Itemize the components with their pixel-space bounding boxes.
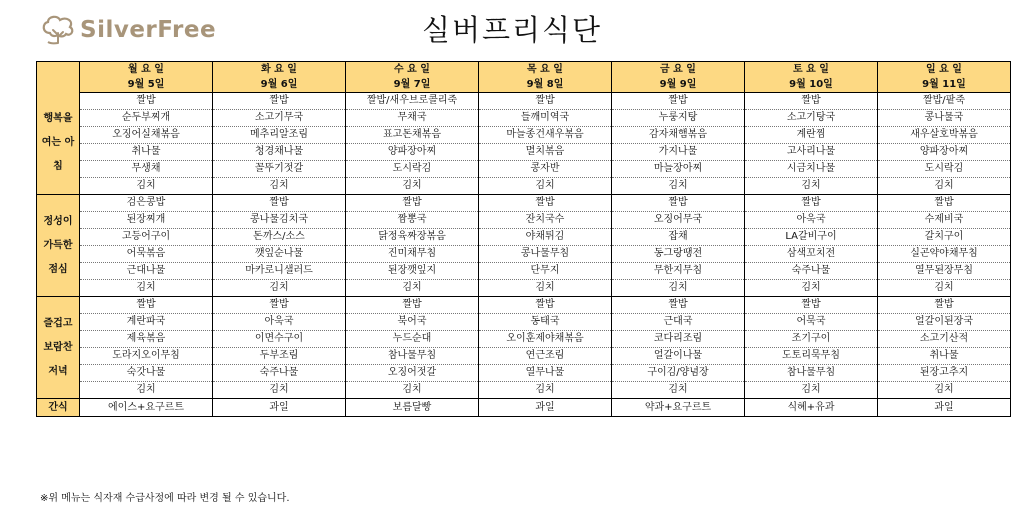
snack-cell: 과일 xyxy=(878,399,1011,417)
menu-row xyxy=(37,246,1011,263)
menu-cell: 소고기산적 xyxy=(878,331,1011,348)
menu-row xyxy=(37,178,1011,195)
menu-row xyxy=(37,144,1011,161)
menu-cell: 짤밥 xyxy=(878,195,1011,212)
menu-cell: 누드순대 xyxy=(346,331,479,348)
menu-cell: 감자채햄볶음 xyxy=(612,127,745,144)
menu-cell: 짤밥 xyxy=(80,93,213,110)
menu-cell: 계란찜 xyxy=(745,127,878,144)
menu-cell: 두부조림 xyxy=(213,348,346,365)
menu-cell: 취나물 xyxy=(80,144,213,161)
menu-row xyxy=(37,212,1011,229)
menu-cell: 아욱국 xyxy=(745,212,878,229)
menu-cell: 김치 xyxy=(213,280,346,297)
menu-cell: 삼색꼬치전 xyxy=(745,246,878,263)
menu-cell: 취나물 xyxy=(878,348,1011,365)
menu-cell: 짤밥 xyxy=(479,297,612,314)
day-header: 토 요 일 xyxy=(745,62,878,78)
snack-cell: 약과+요구르트 xyxy=(612,399,745,417)
menu-cell: 김치 xyxy=(479,382,612,399)
day-header: 월 요 일 xyxy=(80,62,213,78)
menu-cell: 잔치국수 xyxy=(479,212,612,229)
menu-cell: 순두부찌개 xyxy=(80,110,213,127)
menu-cell: 짤밥 xyxy=(745,297,878,314)
menu-cell: 짤밥 xyxy=(346,195,479,212)
meal-label: 정성이 가득한 점심 xyxy=(37,195,80,297)
menu-cell: 돈까스/소스 xyxy=(213,229,346,246)
menu-cell: 계란파국 xyxy=(80,314,213,331)
menu-row xyxy=(37,229,1011,246)
menu-cell: 김치 xyxy=(213,178,346,195)
menu-cell: 콩나물김치국 xyxy=(213,212,346,229)
menu-cell: 짤밥/새우브로콜리죽 xyxy=(346,93,479,110)
snack-cell: 보름달빵 xyxy=(346,399,479,417)
menu-cell: 김치 xyxy=(612,280,745,297)
menu-cell: 진미채무침 xyxy=(346,246,479,263)
menu-cell: 마늘종건새우볶음 xyxy=(479,127,612,144)
brand-name: SilverFree xyxy=(80,17,217,43)
menu-cell: 된장고추지 xyxy=(878,365,1011,382)
menu-cell: 김치 xyxy=(80,178,213,195)
menu-cell: 깻잎순나물 xyxy=(213,246,346,263)
menu-cell: 짤밥 xyxy=(612,195,745,212)
day-header: 금 요 일 xyxy=(612,62,745,78)
menu-cell: 단무지 xyxy=(479,263,612,280)
menu-cell: 야채튀김 xyxy=(479,229,612,246)
menu-row xyxy=(37,314,1011,331)
menu-cell: 열무된장무침 xyxy=(878,263,1011,280)
menu-cell: 짤밥 xyxy=(479,93,612,110)
menu-cell: 짤밥 xyxy=(612,297,745,314)
date-header: 9월 6일 xyxy=(213,77,346,93)
menu-cell: LA갈비구이 xyxy=(745,229,878,246)
menu-cell: 근대국 xyxy=(612,314,745,331)
menu-cell: 오징어무국 xyxy=(612,212,745,229)
snack-cell: 과일 xyxy=(479,399,612,417)
menu-cell: 짤밥 xyxy=(213,93,346,110)
menu-cell: 메추리알조림 xyxy=(213,127,346,144)
menu-cell: 어묵볶음 xyxy=(80,246,213,263)
menu-cell: 얼갈이나물 xyxy=(612,348,745,365)
day-header: 목 요 일 xyxy=(479,62,612,78)
menu-cell: 꼴뚜기젓갈 xyxy=(213,161,346,178)
menu-cell: 무한지무침 xyxy=(612,263,745,280)
menu-table xyxy=(36,61,1011,417)
day-header: 수 요 일 xyxy=(346,62,479,78)
menu-cell: 김치 xyxy=(878,280,1011,297)
menu-cell: 이면수구이 xyxy=(213,331,346,348)
menu-cell: 숙주나물 xyxy=(745,263,878,280)
menu-cell: 열무나물 xyxy=(479,365,612,382)
day-header: 일 요 일 xyxy=(878,62,1011,78)
date-header: 9월 11일 xyxy=(878,77,1011,93)
menu-cell: 김치 xyxy=(346,280,479,297)
notice-text: ※위 메뉴는 식자재 수급사정에 따라 변경 될 수 있습니다. xyxy=(40,493,290,504)
menu-cell: 양파장아찌 xyxy=(878,144,1011,161)
date-header: 9월 7일 xyxy=(346,77,479,93)
menu-cell: 도라지오이무침 xyxy=(80,348,213,365)
menu-cell: 코다리조림 xyxy=(612,331,745,348)
menu-cell: 시금치나물 xyxy=(745,161,878,178)
page-title: 실버프리식단 xyxy=(421,13,603,47)
menu-cell: 김치 xyxy=(878,382,1011,399)
menu-cell: 김치 xyxy=(346,178,479,195)
menu-cell: 실곤약야채무침 xyxy=(878,246,1011,263)
menu-cell: 조기구이 xyxy=(745,331,878,348)
menu-row xyxy=(37,331,1011,348)
menu-cell: 구이김/양념장 xyxy=(612,365,745,382)
snack-cell: 식혜+유과 xyxy=(745,399,878,417)
menu-cell: 무채국 xyxy=(346,110,479,127)
date-header: 9월 10일 xyxy=(745,77,878,93)
snack-cell: 에이스+요구르트 xyxy=(80,399,213,417)
menu-cell: 짤밥 xyxy=(745,93,878,110)
menu-cell: 김치 xyxy=(612,382,745,399)
menu-cell: 수제비국 xyxy=(878,212,1011,229)
menu-cell: 짤밥 xyxy=(479,195,612,212)
menu-cell: 김치 xyxy=(80,382,213,399)
menu-row xyxy=(37,280,1011,297)
menu-cell: 북어국 xyxy=(346,314,479,331)
menu-cell: 소고기무국 xyxy=(213,110,346,127)
meal-label: 행복을 여는 아침 xyxy=(37,93,80,195)
menu-cell: 참나물무침 xyxy=(346,348,479,365)
menu-row xyxy=(37,348,1011,365)
menu-cell: 무생채 xyxy=(80,161,213,178)
menu-cell: 콩자반 xyxy=(479,161,612,178)
menu-cell: 김치 xyxy=(479,280,612,297)
menu-cell: 짤밥 xyxy=(612,93,745,110)
menu-cell: 숙주나물 xyxy=(213,365,346,382)
menu-row xyxy=(37,127,1011,144)
menu-cell: 김치 xyxy=(878,178,1011,195)
menu-cell: 콩나물국 xyxy=(878,110,1011,127)
menu-cell: 검은콩밥 xyxy=(80,195,213,212)
menu-cell: 김치 xyxy=(745,382,878,399)
menu-cell: 짤밥 xyxy=(745,195,878,212)
menu-row xyxy=(37,263,1011,280)
menu-cell: 참나물무침 xyxy=(745,365,878,382)
menu-cell: 연근조림 xyxy=(479,348,612,365)
menu-cell: 소고기탕국 xyxy=(745,110,878,127)
header-corner xyxy=(37,62,80,93)
menu-cell: 잡채 xyxy=(612,229,745,246)
menu-cell: 도시락김 xyxy=(346,161,479,178)
menu-row xyxy=(37,93,1011,110)
menu-cell: 고등어구이 xyxy=(80,229,213,246)
menu-cell: 짬뽕국 xyxy=(346,212,479,229)
menu-cell: 가지나물 xyxy=(612,144,745,161)
meal-label: 즐겁고 보람찬 저녁 xyxy=(37,297,80,399)
day-header: 화 요 일 xyxy=(213,62,346,78)
menu-row xyxy=(37,382,1011,399)
menu-cell: 멸치볶음 xyxy=(479,144,612,161)
snack-row xyxy=(37,399,1011,417)
menu-cell: 숙갓나물 xyxy=(80,365,213,382)
snack-cell: 과일 xyxy=(213,399,346,417)
menu-cell: 아욱국 xyxy=(213,314,346,331)
menu-cell: 제육볶음 xyxy=(80,331,213,348)
menu-row xyxy=(37,297,1011,314)
menu-cell: 양파장아찌 xyxy=(346,144,479,161)
menu-cell: 된장찌개 xyxy=(80,212,213,229)
menu-cell: 김치 xyxy=(745,280,878,297)
menu-row xyxy=(37,195,1011,212)
menu-row xyxy=(37,365,1011,382)
menu-cell: 도시락김 xyxy=(878,161,1011,178)
menu-cell: 짤밥/팥죽 xyxy=(878,93,1011,110)
menu-cell: 김치 xyxy=(80,280,213,297)
menu-cell: 표고돈채볶음 xyxy=(346,127,479,144)
menu-cell: 마늘장아찌 xyxy=(612,161,745,178)
menu-cell: 동그랑땡전 xyxy=(612,246,745,263)
date-header: 9월 9일 xyxy=(612,77,745,93)
menu-cell: 김치 xyxy=(213,382,346,399)
menu-cell: 근대나물 xyxy=(80,263,213,280)
menu-cell: 마카로니샐러드 xyxy=(213,263,346,280)
menu-cell: 청경채나물 xyxy=(213,144,346,161)
menu-cell: 도토리묵무침 xyxy=(745,348,878,365)
menu-cell: 김치 xyxy=(745,178,878,195)
menu-cell: 짤밥 xyxy=(878,297,1011,314)
date-header: 9월 8일 xyxy=(479,77,612,93)
menu-cell: 콩나물무침 xyxy=(479,246,612,263)
menu-cell: 김치 xyxy=(479,178,612,195)
menu-cell: 김치 xyxy=(612,178,745,195)
menu-row xyxy=(37,161,1011,178)
menu-cell: 동태국 xyxy=(479,314,612,331)
menu-cell: 짤밥 xyxy=(213,195,346,212)
date-header: 9월 5일 xyxy=(80,77,213,93)
menu-cell: 닭정육짜장볶음 xyxy=(346,229,479,246)
menu-cell: 고사리나물 xyxy=(745,144,878,161)
menu-cell: 짤밥 xyxy=(80,297,213,314)
menu-cell: 오징어젓갈 xyxy=(346,365,479,382)
menu-cell: 누룽지탕 xyxy=(612,110,745,127)
menu-cell: 들깨미역국 xyxy=(479,110,612,127)
menu-cell: 김치 xyxy=(346,382,479,399)
menu-cell: 얼갈이된장국 xyxy=(878,314,1011,331)
menu-cell: 갈치구이 xyxy=(878,229,1011,246)
menu-cell: 짤밥 xyxy=(346,297,479,314)
menu-cell: 오징어실채볶음 xyxy=(80,127,213,144)
menu-cell: 된장깻잎지 xyxy=(346,263,479,280)
menu-row xyxy=(37,110,1011,127)
menu-cell: 새우살호박볶음 xyxy=(878,127,1011,144)
menu-cell: 어묵국 xyxy=(745,314,878,331)
snack-label: 간식 xyxy=(37,399,80,417)
menu-cell: 오이훈제야채볶음 xyxy=(479,331,612,348)
menu-cell: 짤밥 xyxy=(213,297,346,314)
